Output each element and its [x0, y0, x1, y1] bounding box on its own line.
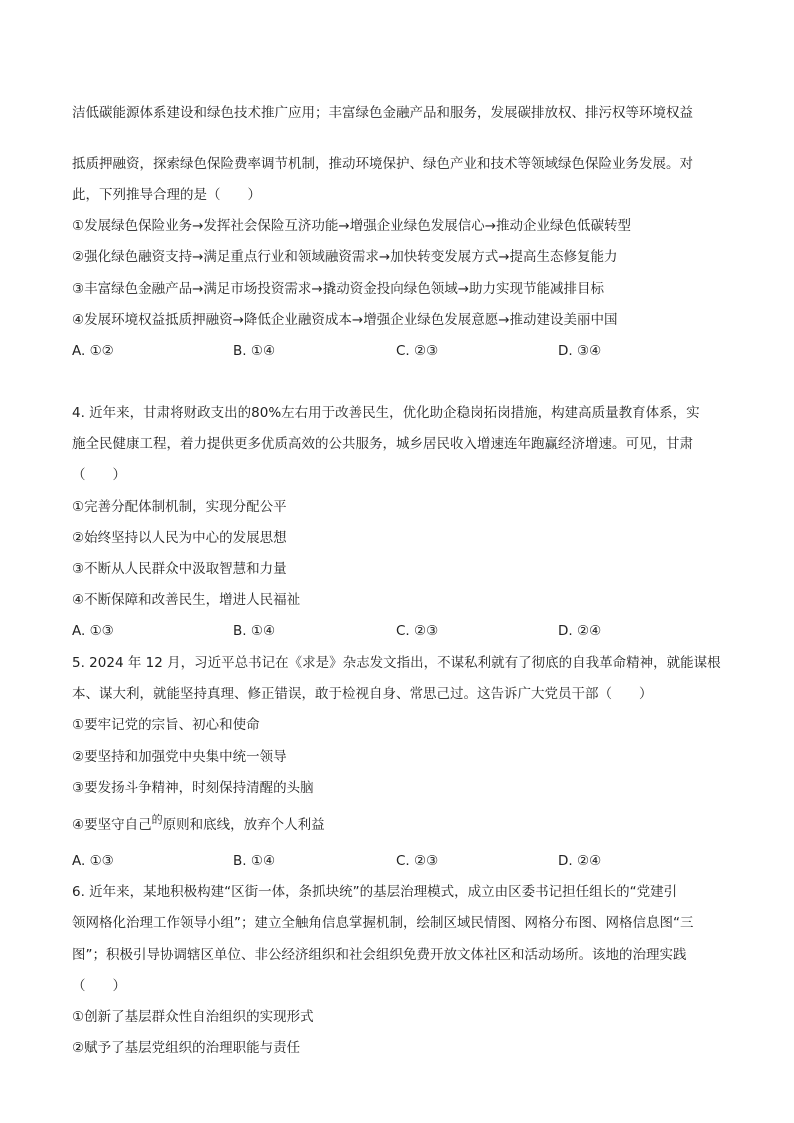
q5-stem-line-1: 5. 2024 年 12 月，习近平总书记在《求是》杂志发文指出，不谋私利就有了彻底的自我革命精神，就能谋根 [72, 655, 721, 671]
q3-choice-2: ②强化绿色融资支持→满足重点行业和领域融资需求→加快转变发展方式→提高生态修复能力 [72, 249, 618, 265]
q5-option-a: A. ①③ [72, 853, 114, 869]
q4-options [72, 622, 722, 640]
q3-stem-line-2: 抵质押融资，探索绿色保险费率调节机制，推动环境保护、绿色产业和技术等领域绿色保险业务发展。对 [72, 156, 693, 172]
q6-stem-line-2: 领网格化治理工作领导小组”；建立全触角信息掌握机制，绘制区域民情图、网格分布图、网格信息图“三 [72, 915, 694, 931]
q4-stem-line-2: 施全民健康工程，着力提供更多优质高效的公共服务，城乡居民收入增速连年跑赢经济增速。可见，甘肃 [72, 436, 693, 452]
q5-choice-4-pre: ④要坚守自己 [72, 817, 152, 833]
q4-choice-1: ①完善分配体制机制，实现分配公平 [72, 499, 287, 515]
q5-options [72, 852, 722, 870]
q5-choice-2: ②要坚持和加强党中央集中统一领导 [72, 749, 287, 765]
q3-choice-1: ①发展绿色保险业务→发挥社会保险互济功能→增强企业绿色发展信心→推动企业绿色低碳转型 [72, 218, 632, 234]
q5-option-d: D. ②④ [558, 853, 602, 869]
q5-choice-4 [72, 813, 325, 835]
q6-stem-line-1: 6. 近年来，某地积极构建“区街一体，条抓块统”的基层治理模式，成立由区委书记担任组长的“党建引 [72, 884, 678, 900]
q4-option-d: D. ②④ [558, 623, 602, 639]
q6-stem-line-4: （ ） [72, 978, 126, 994]
q3-option-d: D. ③④ [558, 343, 602, 359]
q4-choice-2: ②始终坚持以人民为中心的发展思想 [72, 530, 287, 546]
q3-choice-4: ④发展环境权益抵质押融资→降低企业融资成本→增强企业绿色发展意愿→推动建设美丽中国 [72, 312, 618, 328]
q5-stem-line-2: 本、谋大利，就能坚持真理、修正错误，敢于检视自身、常思己过。这告诉广大党员干部（ ） [72, 686, 653, 702]
q5-choice-4-raised-char: 的 [151, 813, 163, 826]
q3-option-b: B. ①④ [233, 343, 276, 359]
q3-stem-line-3: 此，下列推导合理的是（ ） [72, 187, 261, 203]
q4-choice-3: ③不断从人民群众中汲取智慧和力量 [72, 561, 287, 577]
q6-stem-line-3: 图”；积极引导协调辖区单位、非公经济组织和社会组织免费开放文体社区和活动场所。该地的治理实践 [72, 947, 687, 963]
q4-option-c: C. ②③ [396, 623, 439, 639]
q3-stem-line-1: 洁低碳能源体系建设和绿色技术推广应用；丰富绿色金融产品和服务，发展碳排放权、排污权等环境权益 [72, 105, 693, 121]
q6-choice-1: ①创新了基层群众性自治组织的实现形式 [72, 1009, 314, 1025]
q3-options [72, 342, 722, 360]
q4-choice-4: ④不断保障和改善民生，增进人民福祉 [72, 592, 301, 608]
q4-stem-line-3: （ ） [72, 467, 126, 483]
q5-choice-4-post: 原则和底线，放弃个人利益 [162, 817, 325, 833]
q4-option-b: B. ①④ [233, 623, 276, 639]
q5-choice-3: ③要发扬斗争精神，时刻保持清醒的头脑 [72, 780, 314, 796]
q5-option-b: B. ①④ [233, 853, 276, 869]
q3-option-a: A. ①② [72, 343, 114, 359]
q3-option-c: C. ②③ [396, 343, 439, 359]
q4-stem-line-1: 4. 近年来，甘肃将财政支出的80%左右用于改善民生，优化助企稳岗拓岗措施，构建高质量教育体系，实 [72, 405, 700, 421]
q6-choice-2: ②赋予了基层党组织的治理职能与责任 [72, 1040, 301, 1056]
q3-choice-3: ③丰富绿色金融产品→满足市场投资需求→撬动资金投向绿色领域→助力实现节能减排目标 [72, 281, 605, 297]
q5-option-c: C. ②③ [396, 853, 439, 869]
q5-choice-1: ①要牢记党的宗旨、初心和使命 [72, 717, 260, 733]
q4-option-a: A. ①③ [72, 623, 114, 639]
